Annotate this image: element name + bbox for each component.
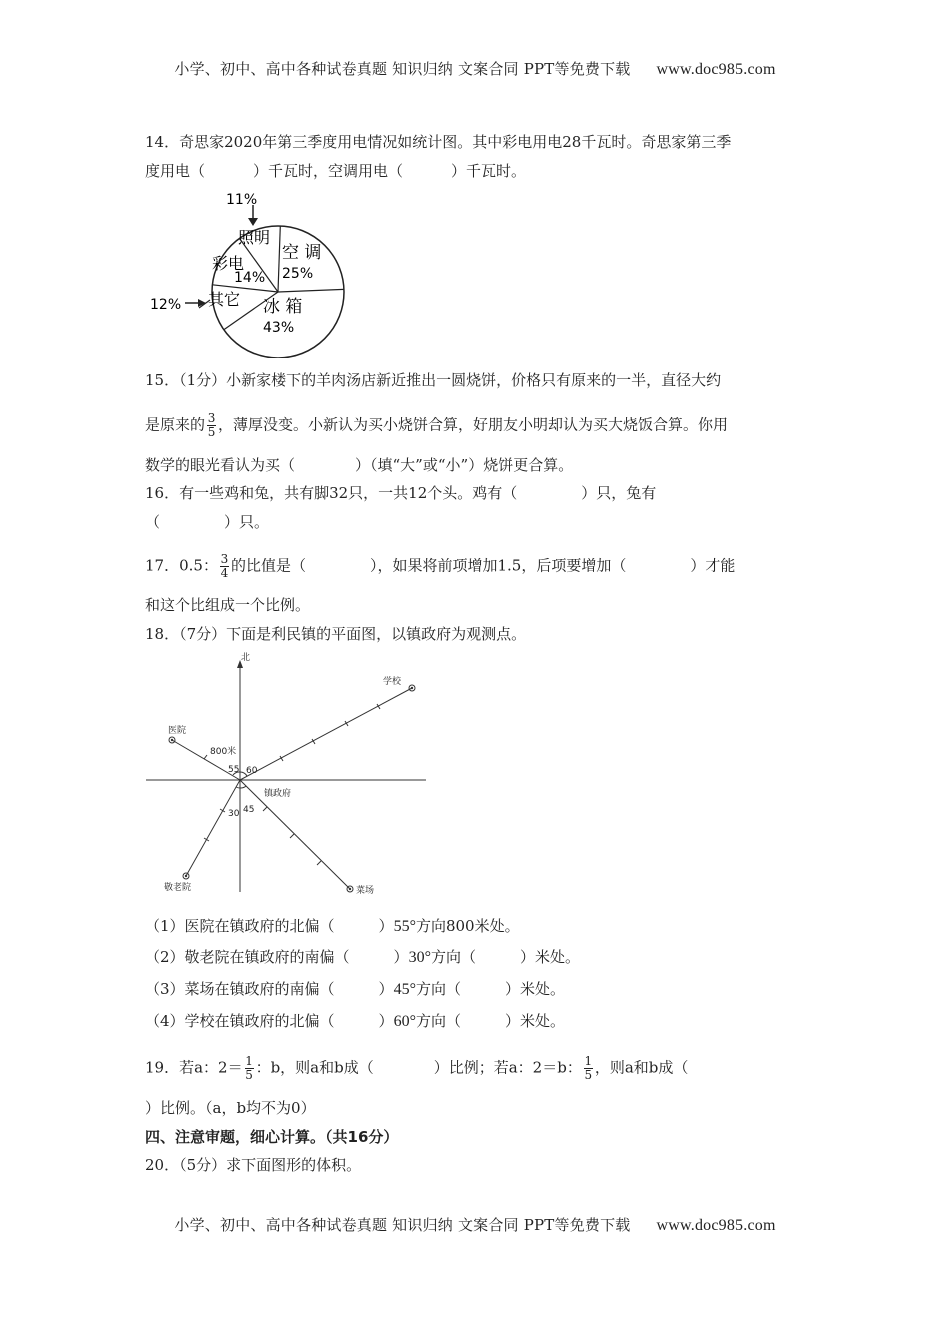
q15-fraction: [207, 412, 216, 439]
label-angle-30: 30: [228, 809, 240, 819]
pie-slice-fridge-boundary: [278, 289, 344, 292]
label-north: 北: [241, 653, 251, 663]
pie-slice-ac-boundary: [278, 226, 280, 292]
q17-text-b: 的比值是（: [230, 556, 306, 575]
school-ray: [240, 688, 412, 780]
q18-sub2-d: ）米处。: [519, 948, 580, 966]
pie-label-lighting-pct: 11%: [226, 192, 258, 208]
q18-sub4-c: 方向（: [415, 1012, 461, 1030]
q19-text-b: ：b，则a和b成（: [255, 1058, 374, 1077]
page-footer: [0, 1214, 950, 1235]
q17-frac-den: 4: [220, 566, 229, 580]
pie-label-tv: 彩电: [212, 254, 245, 273]
pie-label-other: 其它: [208, 290, 241, 309]
q20-line: 20．（5分）求下面图形的体积。: [145, 1156, 362, 1174]
header-text: 小学、初中、高中各种试卷真题 知识归纳 文案合同 PPT等免费下载: [174, 60, 631, 78]
q18-sub1-c: 方向800米处。: [415, 917, 520, 935]
section-4-heading: 四、注意审题，细心计算。（共16分）: [145, 1128, 399, 1146]
pie-label-lighting: 照明: [238, 228, 271, 247]
q19-line2: ）比例。（a，b均不为0）: [145, 1099, 316, 1117]
q15-line1: 15．（1分）小新家楼下的羊肉汤店新近推出一圆烧饼，价格只有原来的一半，直径大约: [145, 371, 722, 389]
q14-text-b: ）千瓦时，空调用电（: [253, 162, 404, 180]
q19-frac1-den: 5: [245, 1068, 253, 1082]
pie-label-ac-pct: 25%: [282, 266, 314, 282]
pie-label-fridge: 冰 箱: [263, 297, 303, 317]
q19-frac2-num: 1: [584, 1054, 593, 1068]
label-hospital: 医院: [168, 726, 187, 736]
q14-line1: 14．奇思家2020年第三季度用电情况如统计图。其中彩电用电28千瓦时。奇思家第三季: [145, 133, 732, 151]
footer-text: 小学、初中、高中各种试卷真题 知识归纳 文案合同 PPT等免费下载: [174, 1216, 631, 1234]
label-distance: 800米: [210, 747, 237, 757]
pie-label-ac: 空 调: [282, 243, 322, 263]
q17-text-c: ），如果将前项增加1.5，后项要增加（: [369, 556, 627, 575]
label-home: 敬老院: [164, 883, 192, 893]
q15-text-c: 数学的眼光看认为买（: [145, 456, 296, 474]
header-url[interactable]: www.doc985.com: [656, 61, 776, 78]
q18-sub3-b: ）: [378, 980, 394, 998]
q18-sub2-deg: 30°: [408, 949, 431, 966]
q17-text-a: 17．0.5：: [145, 556, 218, 575]
pie-chart: [140, 188, 355, 358]
q18-sub-1: [145, 916, 520, 937]
lighting-arrowhead: [248, 218, 258, 226]
q17-text-d: ）才能: [690, 556, 736, 575]
arc-30: [236, 787, 240, 788]
q14-text-a: 度用电（: [145, 162, 206, 180]
q16-text-c: （: [145, 513, 161, 531]
q18-sub1-b: ）: [378, 917, 394, 935]
q18-sub-2: [145, 947, 580, 968]
q18-sub2-a: （2）敬老院在镇政府的南偏（: [145, 948, 350, 966]
ray-ticks: [204, 704, 380, 865]
q19-fraction-1: [245, 1055, 254, 1082]
q19-frac1-num: 1: [245, 1054, 253, 1068]
q18-sub3-a: （3）菜场在镇政府的南偏（: [145, 980, 335, 998]
q18-sub-3: [145, 979, 565, 1000]
footer-url[interactable]: www.doc985.com: [656, 1217, 776, 1234]
q15-text-d: ）（填“大”或“小”）烧饼更合算。: [355, 456, 574, 474]
q14-line2: [145, 161, 526, 181]
q16-line1: [145, 483, 656, 503]
q18-sub3-c: 方向（: [415, 980, 461, 998]
q17-line2: 和这个比组成一个比例。: [145, 596, 311, 614]
q14-text-c: ）千瓦时。: [451, 162, 527, 180]
q18-sub2-b: ）: [393, 948, 409, 966]
label-center: 镇政府: [264, 789, 292, 799]
q18-sub4-deg: 60°: [393, 1013, 416, 1030]
q18-sub4-b: ）: [378, 1012, 394, 1030]
page-header: [0, 58, 950, 79]
q19-fraction-2: [584, 1055, 593, 1082]
pie-label-fridge-pct: 43%: [263, 320, 295, 336]
q17-frac-num: 3: [220, 552, 229, 566]
q15-text-b: ，薄厚没变。小新认为买小烧饼合算，好朋友小明却认为买大烧饭合算。你用: [218, 415, 729, 434]
town-map: [140, 648, 440, 898]
q18-title: 18．（7分）下面是利民镇的平面图，以镇政府为观测点。: [145, 625, 527, 643]
q17-line1: [145, 553, 735, 580]
q18-sub1-a: （1）医院在镇政府的北偏（: [145, 917, 335, 935]
pie-label-tv-pct: 14%: [234, 270, 266, 286]
q16-line2: [145, 512, 269, 532]
market-ray: [240, 780, 350, 889]
label-angle-55: 55: [228, 765, 240, 775]
q18-sub3-d: ）米处。: [504, 980, 565, 998]
label-angle-45: 45: [243, 805, 255, 815]
q18-sub4-a: （4）学校在镇政府的北偏（: [145, 1012, 335, 1030]
q19-frac2-den: 5: [584, 1068, 593, 1082]
pie-label-other-pct: 12%: [150, 297, 182, 313]
arc-45: [240, 786, 246, 788]
q18-sub2-c: 方向（: [430, 948, 476, 966]
q19-text-a: 19．若a：2＝: [145, 1058, 243, 1077]
q16-text-d: ）只。: [224, 513, 270, 531]
q15-line2: [145, 412, 728, 439]
q15-line3: [145, 455, 573, 475]
label-school: 学校: [383, 677, 402, 687]
q18-sub1-deg: 55°: [393, 918, 416, 935]
label-angle-60: 60: [246, 766, 258, 776]
q15-frac-den: 5: [207, 425, 216, 439]
q19-line1: [145, 1055, 688, 1082]
q18-sub4-d: ）米处。: [504, 1012, 565, 1030]
q16-text-a: 16．有一些鸡和兔，共有脚32只，一共12个头。鸡有（: [145, 484, 518, 502]
q15-frac-num: 3: [207, 411, 216, 425]
q18-sub3-deg: 45°: [393, 981, 416, 998]
q19-text-d: ，则a和b成（: [594, 1058, 689, 1077]
home-ray: [186, 780, 240, 876]
q18-sub-4: [145, 1011, 565, 1032]
label-market: 菜场: [356, 886, 375, 896]
q16-text-b: ）只，兔有: [581, 484, 657, 502]
q19-text-c: ）比例；若a：2＝b：: [433, 1058, 582, 1077]
q17-fraction: [220, 553, 229, 580]
q15-text-a: 是原来的: [145, 415, 206, 434]
